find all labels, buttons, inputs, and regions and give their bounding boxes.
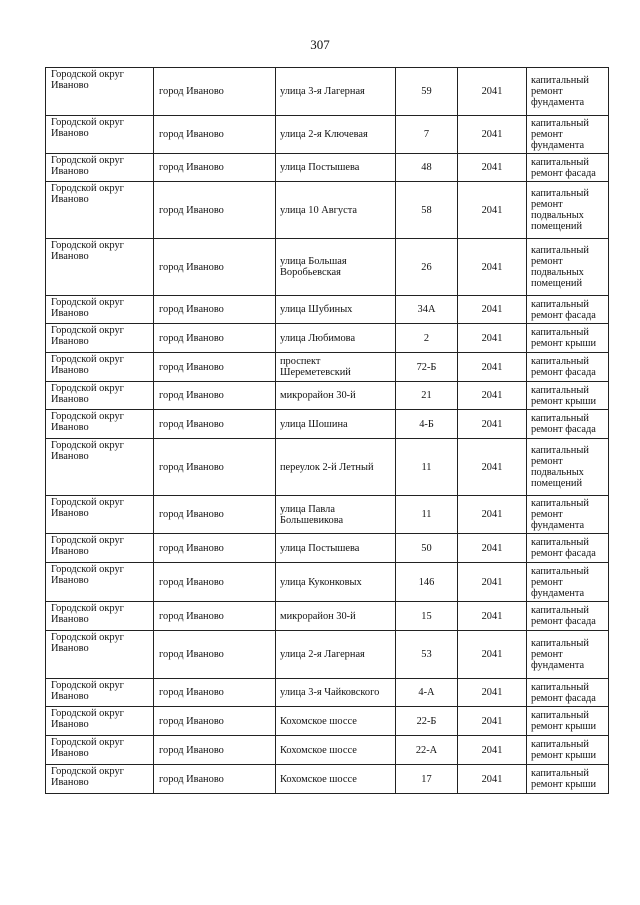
cell-house-number: 22-Б: [396, 707, 458, 736]
cell-municipality: Городской округ Иваново: [46, 439, 154, 496]
cell-house-number: 34А: [396, 296, 458, 324]
cell-street: улица Постышева: [276, 534, 396, 563]
cell-work-type: капитальный ремонт фасада: [527, 534, 609, 563]
table-row: [46, 353, 609, 382]
cell-work-type: капитальный ремонт фундамента: [527, 496, 609, 534]
cell-street: улица Большая Воробьевская: [276, 239, 396, 296]
cell-city: город Иваново: [154, 765, 276, 794]
table-body: [46, 68, 609, 794]
cell-planned-year: 2041: [458, 296, 527, 324]
cell-municipality: Городской округ Иваново: [46, 602, 154, 631]
cell-street: Кохомское шоссе: [276, 736, 396, 765]
table-row: [46, 765, 609, 794]
cell-municipality: Городской округ Иваново: [46, 324, 154, 353]
table-row: [46, 154, 609, 182]
table-row: [46, 239, 609, 296]
cell-street: улица Куконковых: [276, 563, 396, 602]
cell-planned-year: 2041: [458, 353, 527, 382]
cell-city: город Иваново: [154, 602, 276, 631]
cell-house-number: 7: [396, 116, 458, 154]
cell-street: Кохомское шоссе: [276, 707, 396, 736]
cell-work-type: капитальный ремонт крыши: [527, 736, 609, 765]
cell-house-number: 22-А: [396, 736, 458, 765]
cell-planned-year: 2041: [458, 679, 527, 707]
cell-municipality: Городской округ Иваново: [46, 631, 154, 679]
cell-city: город Иваново: [154, 154, 276, 182]
cell-city: город Иваново: [154, 563, 276, 602]
cell-planned-year: 2041: [458, 410, 527, 439]
cell-house-number: 11: [396, 496, 458, 534]
cell-planned-year: 2041: [458, 382, 527, 410]
cell-municipality: Городской округ Иваново: [46, 679, 154, 707]
cell-house-number: 17: [396, 765, 458, 794]
cell-house-number: 2: [396, 324, 458, 353]
cell-planned-year: 2041: [458, 631, 527, 679]
table-row: [46, 410, 609, 439]
cell-city: город Иваново: [154, 182, 276, 239]
cell-planned-year: 2041: [458, 563, 527, 602]
cell-municipality: Городской округ Иваново: [46, 765, 154, 794]
cell-street: улица 2-я Ключевая: [276, 116, 396, 154]
cell-street: улица Постышева: [276, 154, 396, 182]
cell-municipality: Городской округ Иваново: [46, 382, 154, 410]
table-row: [46, 679, 609, 707]
cell-municipality: Городской округ Иваново: [46, 154, 154, 182]
cell-city: город Иваново: [154, 534, 276, 563]
cell-work-type: капитальный ремонт фасада: [527, 679, 609, 707]
cell-house-number: 4-А: [396, 679, 458, 707]
cell-house-number: 21: [396, 382, 458, 410]
cell-street: микрорайон 30-й: [276, 602, 396, 631]
cell-street: проспект Шереметевский: [276, 353, 396, 382]
table-row: [46, 602, 609, 631]
cell-municipality: Городской округ Иваново: [46, 116, 154, 154]
cell-street: улица Любимова: [276, 324, 396, 353]
cell-house-number: 48: [396, 154, 458, 182]
cell-house-number: 53: [396, 631, 458, 679]
cell-work-type: капитальный ремонт фундамента: [527, 563, 609, 602]
cell-planned-year: 2041: [458, 154, 527, 182]
cell-work-type: капитальный ремонт фундамента: [527, 631, 609, 679]
cell-house-number: 4-Б: [396, 410, 458, 439]
cell-city: город Иваново: [154, 496, 276, 534]
cell-work-type: капитальный ремонт подвальных помещений: [527, 439, 609, 496]
table-row: [46, 68, 609, 116]
cell-house-number: 15: [396, 602, 458, 631]
cell-planned-year: 2041: [458, 239, 527, 296]
cell-city: город Иваново: [154, 68, 276, 116]
table-row: [46, 534, 609, 563]
cell-street: микрорайон 30-й: [276, 382, 396, 410]
cell-work-type: капитальный ремонт крыши: [527, 382, 609, 410]
cell-work-type: капитальный ремонт фундамента: [527, 116, 609, 154]
cell-work-type: капитальный ремонт фасада: [527, 154, 609, 182]
table-row: [46, 324, 609, 353]
cell-municipality: Городской округ Иваново: [46, 736, 154, 765]
cell-work-type: капитальный ремонт фасада: [527, 296, 609, 324]
cell-street: улица Павла Большевикова: [276, 496, 396, 534]
cell-house-number: 50: [396, 534, 458, 563]
cell-municipality: Городской округ Иваново: [46, 496, 154, 534]
cell-municipality: Городской округ Иваново: [46, 353, 154, 382]
cell-street: улица 3-я Чайковского: [276, 679, 396, 707]
cell-house-number: 59: [396, 68, 458, 116]
cell-city: город Иваново: [154, 679, 276, 707]
cell-city: город Иваново: [154, 116, 276, 154]
cell-house-number: 72-Б: [396, 353, 458, 382]
table-row: [46, 116, 609, 154]
cell-city: город Иваново: [154, 296, 276, 324]
cell-city: город Иваново: [154, 239, 276, 296]
table-row: [46, 496, 609, 534]
cell-planned-year: 2041: [458, 182, 527, 239]
cell-street: улица 3-я Лагерная: [276, 68, 396, 116]
cell-municipality: Городской округ Иваново: [46, 296, 154, 324]
cell-house-number: 58: [396, 182, 458, 239]
table-row: [46, 631, 609, 679]
cell-municipality: Городской округ Иваново: [46, 410, 154, 439]
cell-planned-year: 2041: [458, 765, 527, 794]
cell-work-type: капитальный ремонт фасада: [527, 602, 609, 631]
cell-street: улица Шубиных: [276, 296, 396, 324]
cell-municipality: Городской округ Иваново: [46, 182, 154, 239]
cell-city: город Иваново: [154, 707, 276, 736]
cell-planned-year: 2041: [458, 736, 527, 765]
cell-street: улица 10 Августа: [276, 182, 396, 239]
cell-municipality: Городской округ Иваново: [46, 239, 154, 296]
cell-street: Кохомское шоссе: [276, 765, 396, 794]
table-row: [46, 707, 609, 736]
cell-planned-year: 2041: [458, 534, 527, 563]
table-row: [46, 736, 609, 765]
cell-municipality: Городской округ Иваново: [46, 707, 154, 736]
cell-municipality: Городской округ Иваново: [46, 534, 154, 563]
table-row: [46, 563, 609, 602]
cell-house-number: 11: [396, 439, 458, 496]
cell-street: переулок 2-й Летный: [276, 439, 396, 496]
cell-city: город Иваново: [154, 631, 276, 679]
cell-planned-year: 2041: [458, 68, 527, 116]
cell-work-type: капитальный ремонт подвальных помещений: [527, 239, 609, 296]
cell-work-type: капитальный ремонт крыши: [527, 324, 609, 353]
repair-schedule-table: [45, 67, 609, 794]
cell-municipality: Городской округ Иваново: [46, 563, 154, 602]
table-row: [46, 439, 609, 496]
cell-work-type: капитальный ремонт фасада: [527, 410, 609, 439]
cell-city: город Иваново: [154, 382, 276, 410]
table-row: [46, 296, 609, 324]
cell-house-number: 146: [396, 563, 458, 602]
cell-planned-year: 2041: [458, 439, 527, 496]
cell-work-type: капитальный ремонт фундамента: [527, 68, 609, 116]
cell-work-type: капитальный ремонт крыши: [527, 765, 609, 794]
cell-city: город Иваново: [154, 353, 276, 382]
cell-planned-year: 2041: [458, 602, 527, 631]
cell-work-type: капитальный ремонт крыши: [527, 707, 609, 736]
table-row: [46, 382, 609, 410]
cell-house-number: 26: [396, 239, 458, 296]
cell-municipality: Городской округ Иваново: [46, 68, 154, 116]
table-row: [46, 182, 609, 239]
cell-work-type: капитальный ремонт подвальных помещений: [527, 182, 609, 239]
cell-planned-year: 2041: [458, 324, 527, 353]
cell-city: город Иваново: [154, 439, 276, 496]
cell-planned-year: 2041: [458, 496, 527, 534]
cell-work-type: капитальный ремонт фасада: [527, 353, 609, 382]
cell-planned-year: 2041: [458, 707, 527, 736]
cell-city: город Иваново: [154, 410, 276, 439]
cell-planned-year: 2041: [458, 116, 527, 154]
cell-street: улица Шошина: [276, 410, 396, 439]
cell-city: город Иваново: [154, 736, 276, 765]
page-number: 307: [310, 37, 330, 52]
cell-city: город Иваново: [154, 324, 276, 353]
cell-street: улица 2-я Лагерная: [276, 631, 396, 679]
